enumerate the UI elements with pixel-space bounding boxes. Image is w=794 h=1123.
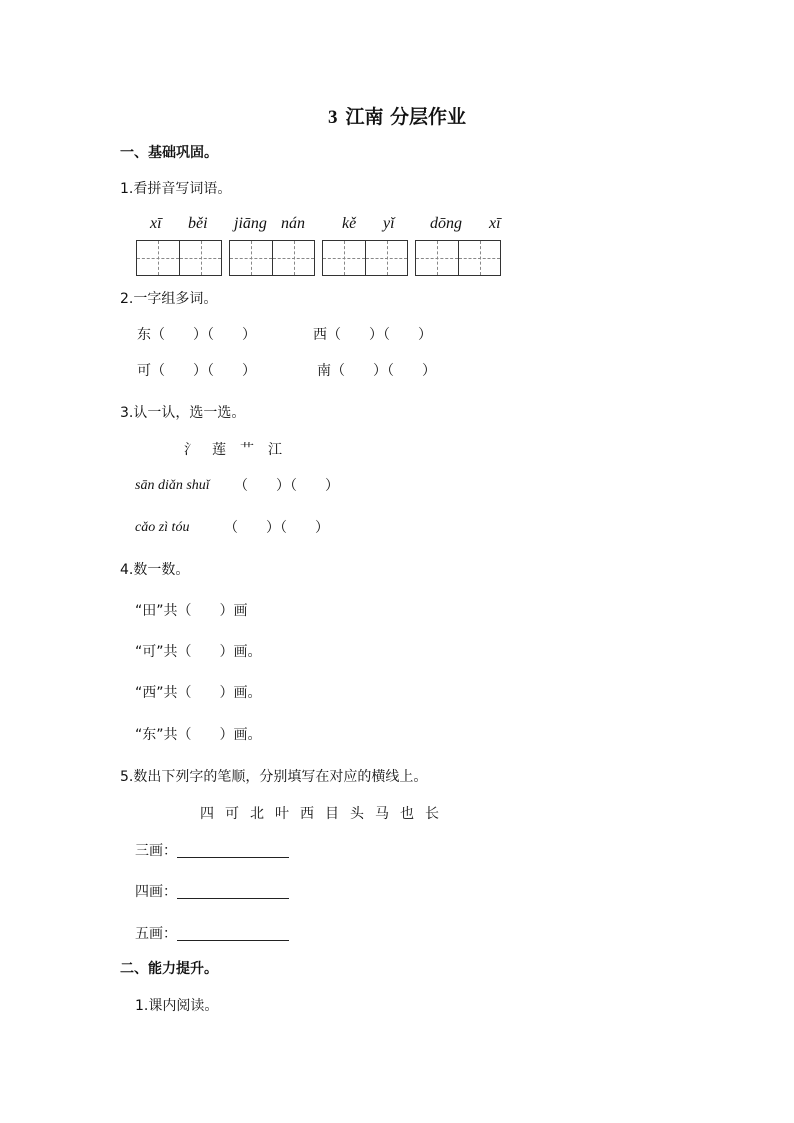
section-improve-heading: 二、能力提升。 [120,961,218,977]
answer-blank[interactable] [177,843,289,858]
pinyin-yi: yǐ [383,215,395,232]
q6-label: 1.课内阅读。 [135,998,219,1014]
q4-row-dong: “东”共（ ）画。 [135,727,262,743]
q2-row1-left: 东（ ）（ ） [137,327,256,343]
answer-blank[interactable] [177,926,289,941]
q3-row1-pinyin: sān diǎn shuǐ [135,478,210,493]
q5-line-four-label: 四画： [135,884,177,900]
q2-row2-left: 可（ ）（ ） [137,363,256,379]
q2-row1-right: 西（ ）（ ） [313,327,432,343]
q1-label: 1.看拼音写词语。 [120,181,232,197]
pinyin-xi2: xī [489,215,501,232]
grid-cell[interactable] [230,241,272,275]
q5-line-five-label: 五画： [135,926,177,942]
q3-row2-blanks: （ ）（ ） [224,520,329,536]
grid-cell[interactable] [179,241,221,275]
pinyin-ke: kě [342,215,357,232]
q5-line-three-label: 三画： [135,843,177,859]
char-item: 四 [200,806,214,822]
grid-cell[interactable] [323,241,365,275]
char-item: 马 [375,806,389,822]
char-item: 北 [250,806,264,822]
char-item: 叶 [275,806,289,822]
grid-cell[interactable] [272,241,314,275]
q5-line-three [135,843,289,858]
grid-cell[interactable] [137,241,179,275]
page-title [0,108,794,127]
lesson-number: 3 [327,107,338,128]
q4-row-xi: “西”共（ ）画。 [135,685,262,701]
q4-row-ke: “可”共（ ）画。 [135,644,262,660]
q3-label: 3.认一认，选一选。 [120,405,246,421]
char-item: 头 [350,806,364,822]
writing-grid-2[interactable] [229,240,315,276]
pinyin-bei: běi [188,215,208,232]
char-item: 可 [225,806,239,822]
pinyin-dong: dōng [430,215,462,232]
char-item: 目 [325,806,339,822]
char-item: 长 [425,806,439,822]
q5-char-list [200,807,450,821]
q4-label: 4.数一数。 [120,562,190,578]
char-item: 西 [300,806,314,822]
grid-cell[interactable] [416,241,458,275]
q2-label: 2.一字组多词。 [120,291,218,307]
q2-row2-right: 南（ ）（ ） [317,363,436,379]
q5-line-four [135,884,289,899]
section-basic-heading: 一、基础巩固。 [120,145,218,161]
q5-line-five [135,926,289,941]
q3-row1-blanks: （ ）（ ） [234,478,339,494]
writing-grid-1[interactable] [136,240,222,276]
q5-label: 5.数出下列字的笔顺，分别填写在对应的横线上。 [120,769,428,785]
writing-grid-4[interactable] [415,240,501,276]
writing-grid-3[interactable] [322,240,408,276]
pinyin-xi1: xī [150,215,162,232]
q4-row-tian: “田”共（ ）画 [135,603,248,619]
grid-cell[interactable] [458,241,500,275]
q3-choices: 氵 莲 艹 江 [184,442,282,458]
pinyin-jiang: jiāng [234,215,267,232]
q3-row2-pinyin: cǎo zì tóu [135,520,190,535]
lesson-title: 江南 分层作业 [345,106,467,128]
char-item: 也 [400,806,414,822]
answer-blank[interactable] [177,884,289,899]
pinyin-nan: nán [281,215,305,232]
grid-cell[interactable] [365,241,407,275]
